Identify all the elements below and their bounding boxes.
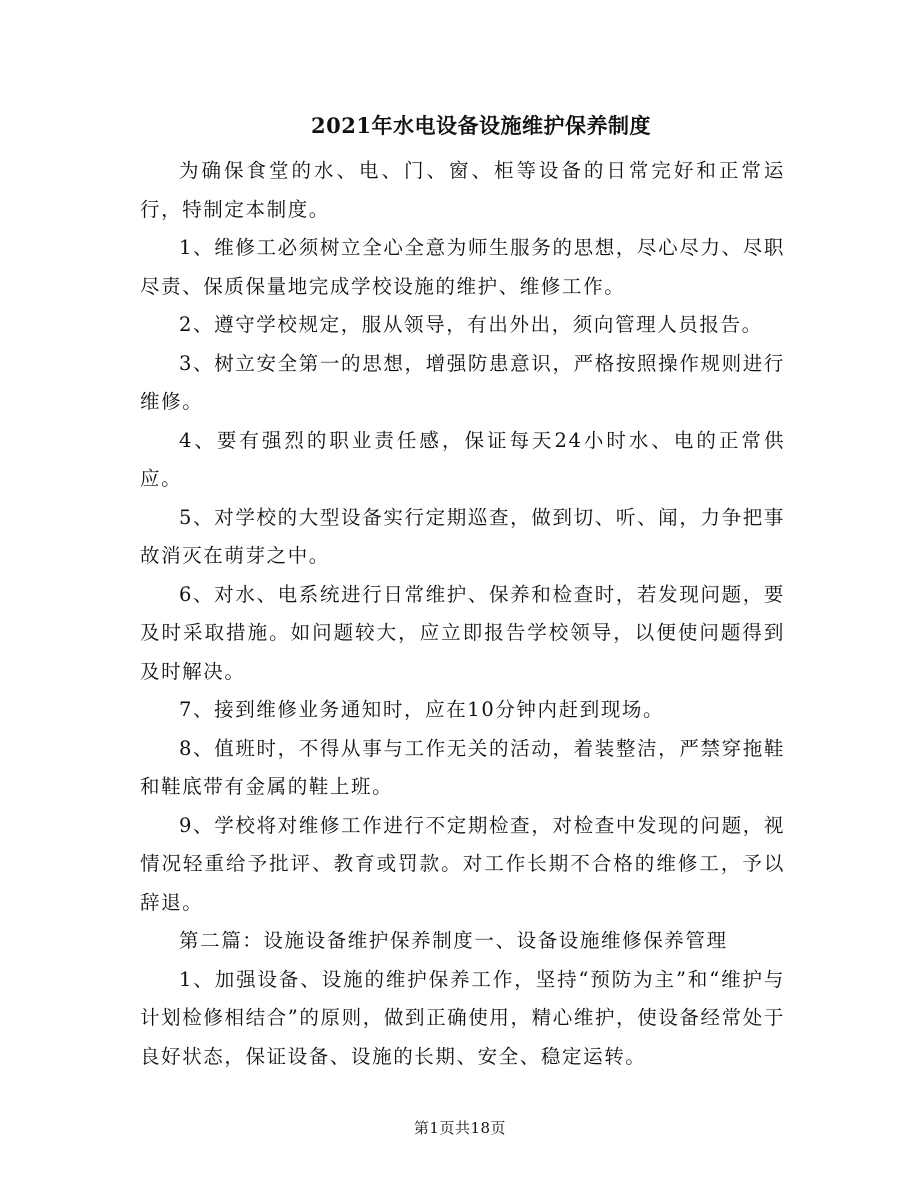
paragraph-item-7: 7、接到维修业务通知时，应在10分钟内赶到现场。 xyxy=(179,698,665,721)
paragraph-item-8: 8、值班时，不得从事与工作无关的活动，着装整洁，严禁穿拖鞋和鞋底带有金属的鞋上班。 xyxy=(140,736,785,798)
paragraph-item-4: 4、要有强烈的职业责任感，保证每天24小时水、电的正常供应。 xyxy=(140,428,785,490)
page-number: 第1页共18页 xyxy=(413,1119,507,1137)
paragraph-item-6: 6、对水、电系统进行日常维护、保养和检查时，若发现问题，要及时采取措施。如问题较大，应立即报告学校领导，以便使问题得到及时解决。 xyxy=(140,582,785,683)
document-title: 2021年水电设备设施维护保养制度 xyxy=(311,113,651,138)
paragraph-intro: 为确保食堂的水、电、门、窗、柜等设备的日常完好和正常运行，特制定本制度。 xyxy=(140,159,785,221)
section-heading: 第二篇：设施设备维护保养制度一、设备设施维修保养管理 xyxy=(179,929,728,952)
paragraph-item-1: 1、维修工必须树立全心全意为师生服务的思想，尽心尽力、尽职尽责、保质保量地完成学校设施的维护、维修工作。 xyxy=(140,236,785,298)
document-body xyxy=(140,152,785,1076)
paragraph-section2-item-1: 1、加强设备、设施的维护保养工作，坚持“预防为主”和“维护与计划检修相结合”的原则，做到正确使用，精心维护，使设备经常处于良好状态，保证设备、设施的长期、安全、稳定运转。 xyxy=(140,967,785,1068)
paragraph-item-5: 5、对学校的大型设备实行定期巡查，做到切、听、闻，力争把事故消灭在萌芽之中。 xyxy=(140,505,785,567)
paragraph-item-3: 3、树立安全第一的思想，增强防患意识，严格按照操作规则进行维修。 xyxy=(140,351,785,413)
paragraph-item-2: 2、遵守学校规定，服从领导，有出外出，须向管理人员报告。 xyxy=(179,313,763,336)
paragraph-item-9: 9、学校将对维修工作进行不定期检查，对检查中发现的问题，视情况轻重给予批评、教育或罚款。对工作长期不合格的维修工，予以辞退。 xyxy=(140,813,785,914)
